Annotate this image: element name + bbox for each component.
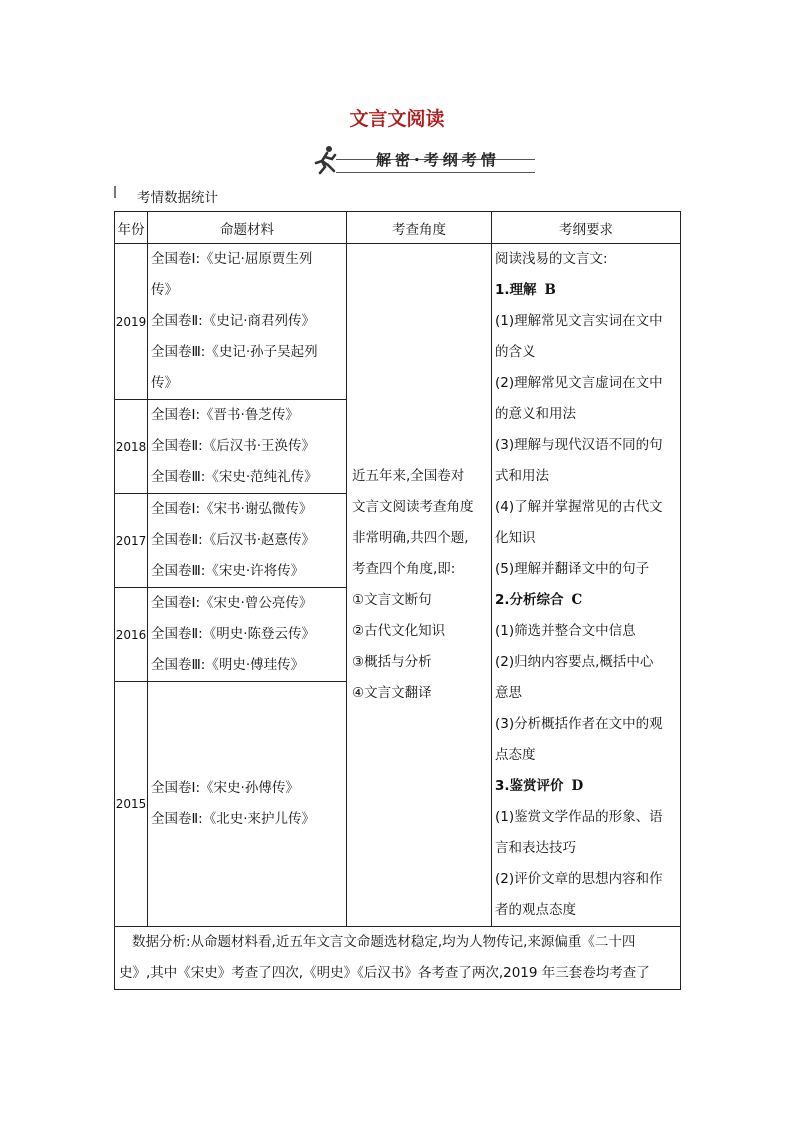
banner-text: 解密·考纲考情 xyxy=(376,151,500,169)
req-grade: B xyxy=(544,282,556,298)
req-line: 者的观点态度 xyxy=(495,902,576,918)
material-cell xyxy=(148,244,347,400)
req-line: (1)筛选并整合文中信息 xyxy=(495,623,636,639)
material-line: 全国卷Ⅱ:《后汉书·王涣传》 xyxy=(151,438,315,454)
material-line: 全国卷Ⅱ:《史记·商君列传》 xyxy=(151,313,315,329)
material-line: 全国卷Ⅲ:《宋史·范纯礼传》 xyxy=(151,469,318,485)
section-banner xyxy=(310,145,535,175)
angle-line: 考查四个角度,即: xyxy=(352,561,456,577)
material-line: 全国卷Ⅰ:《宋史·曾公亮传》 xyxy=(151,595,313,611)
req-line: 化知识 xyxy=(495,530,536,546)
req-heading-label: 2.分析综合 xyxy=(495,592,564,608)
req-heading-2 xyxy=(495,585,677,616)
angle-line: ①文言文断句 xyxy=(352,592,432,608)
material-line: 全国卷Ⅲ:《宋史·许将传》 xyxy=(151,563,305,579)
angle-line: 文言文阅读考查角度 xyxy=(352,499,474,515)
year-cell: 2016 xyxy=(115,588,148,682)
req-line: 式和用法 xyxy=(495,468,549,484)
req-line: 的意义和用法 xyxy=(495,406,576,422)
req-line: (2)理解常见文言虚词在文中 xyxy=(495,375,663,391)
material-line: 全国卷Ⅱ:《明史·陈登云传》 xyxy=(151,626,315,642)
section-title: 考情数据统计 xyxy=(137,190,218,206)
year-cell: 2017 xyxy=(115,494,148,588)
material-line: 全国卷Ⅲ:《明史·傅珪传》 xyxy=(151,657,305,673)
material-cell xyxy=(148,682,347,927)
material-cell xyxy=(148,494,347,588)
material-line: 传》 xyxy=(151,282,178,298)
analysis-line: 数据分析:从命题材料看,近五年文言文命题选材稳定,均为人物传记,来源偏重《二十四 xyxy=(132,934,636,950)
header-angle: 考查角度 xyxy=(347,212,492,244)
year-cell: 2019 xyxy=(115,244,148,400)
material-line: 全国卷Ⅰ:《宋史·孙傅传》 xyxy=(151,780,299,796)
material-line: 全国卷Ⅲ:《史记·孙子吴起列 xyxy=(151,344,318,360)
req-line: (3)分析概括作者在文中的观 xyxy=(495,716,663,732)
material-line: 全国卷Ⅰ:《宋书·谢弘微传》 xyxy=(151,501,313,517)
year-cell: 2015 xyxy=(115,682,148,927)
req-grade: D xyxy=(571,778,584,794)
material-line: 全国卷Ⅱ:《北史·来护儿传》 xyxy=(151,811,315,827)
angle-line: 非常明确,共四个题, xyxy=(352,530,469,546)
header-material: 命题材料 xyxy=(148,212,347,244)
req-line: (4)了解并掌握常见的古代文 xyxy=(495,499,663,515)
req-line: 点态度 xyxy=(495,747,536,763)
table-row-2019 xyxy=(115,244,681,400)
analysis-line: 史》,其中《宋史》考查了四次,《明史》《后汉书》各考查了两次,2019 年三套卷均考查了 xyxy=(119,965,650,981)
material-line: 传》 xyxy=(151,375,178,391)
req-line: 意思 xyxy=(495,685,522,701)
section-marker xyxy=(114,186,116,198)
req-grade: C xyxy=(571,592,583,608)
req-line: (5)理解并翻译文中的句子 xyxy=(495,561,650,577)
req-line: 言和表达技巧 xyxy=(495,840,576,856)
material-cell xyxy=(148,400,347,494)
req-heading-label: 1.理解 xyxy=(495,282,537,298)
angle-line: ④文言文翻译 xyxy=(352,685,432,701)
analysis-cell xyxy=(115,927,681,990)
year-cell: 2018 xyxy=(115,400,148,494)
material-line: 全国卷Ⅰ:《史记·屈原贾生列 xyxy=(151,251,313,267)
table-header-row xyxy=(115,212,681,244)
exam-stats-table xyxy=(114,211,681,990)
angle-line: ③概括与分析 xyxy=(352,654,432,670)
page-title: 文言文阅读 xyxy=(349,108,445,130)
material-line: 全国卷Ⅰ:《晋书·鲁芝传》 xyxy=(151,407,299,423)
runner-icon xyxy=(310,145,342,175)
req-line: 的含义 xyxy=(495,344,536,360)
req-heading-1 xyxy=(495,275,677,306)
requirement-cell xyxy=(492,244,681,927)
angle-cell xyxy=(347,244,492,927)
angle-line: ②古代文化知识 xyxy=(352,623,446,639)
material-line: 全国卷Ⅱ:《后汉书·赵憙传》 xyxy=(151,532,315,548)
header-year: 年份 xyxy=(115,212,148,244)
req-line: (2)归纳内容要点,概括中心 xyxy=(495,654,654,670)
req-line: (1)鉴赏文学作品的形象、语 xyxy=(495,809,663,825)
req-line: (2)评价文章的思想内容和作 xyxy=(495,871,663,887)
req-heading-3 xyxy=(495,771,677,802)
req-intro: 阅读浅易的文言文: xyxy=(495,251,608,267)
analysis-row xyxy=(115,927,681,990)
req-heading-label: 3.鉴赏评价 xyxy=(495,778,564,794)
header-requirement: 考纲要求 xyxy=(492,212,681,244)
angle-line: 近五年来,全国卷对 xyxy=(352,468,465,484)
req-line: (3)理解与现代汉语不同的句 xyxy=(495,437,663,453)
banner-rule-bottom xyxy=(336,172,535,173)
material-cell xyxy=(148,588,347,682)
req-line: (1)理解常见文言实词在文中 xyxy=(495,313,663,329)
